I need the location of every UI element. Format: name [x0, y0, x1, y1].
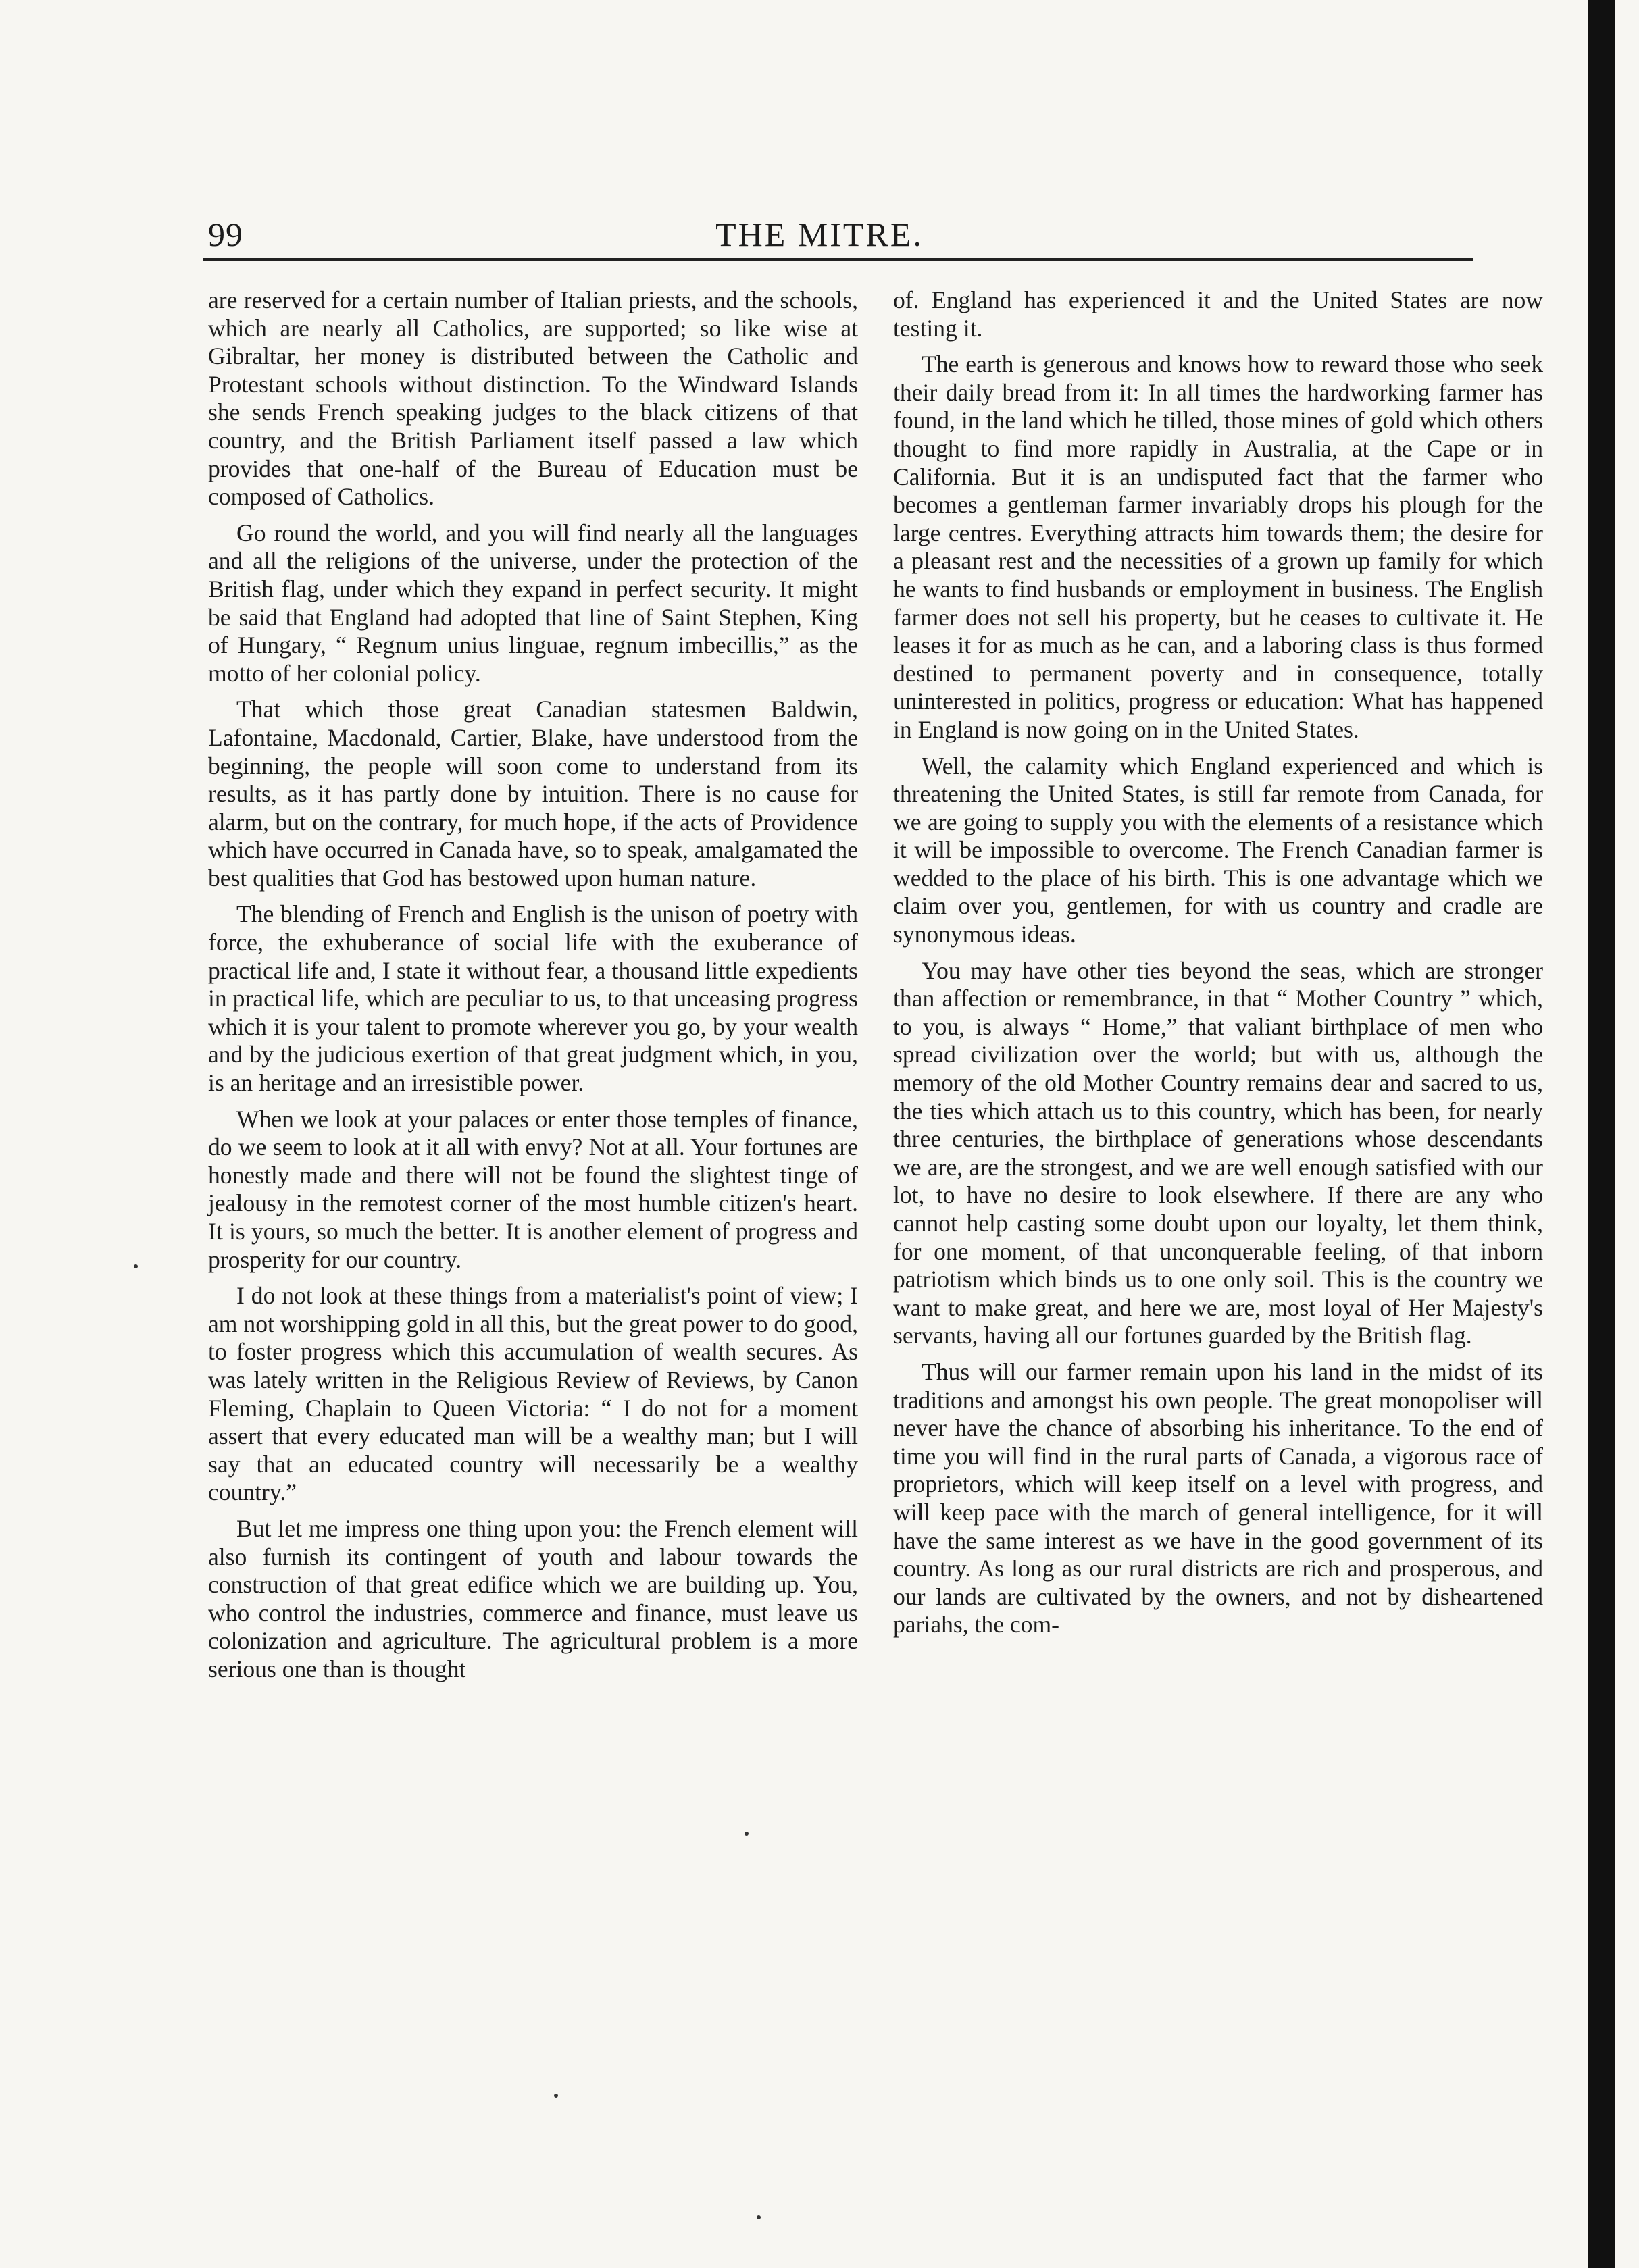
- paragraph: That which those great Canadian statesmen Baldwin, Lafontaine, Macdonald, Cartier, Blake, have understood from the beginning, the people will soon come to understand from its results, as it has partly done by intuition. There is no cause for alarm, but on the contrary, for much hope, if the acts of Providence which have occurred in Canada have, so to speak, amalgamated the best qualities that God has bestowed upon human nature.: [208, 696, 858, 892]
- paragraph: The blending of French and English is the unison of poetry with force, the exhuberance of social life with the exuberance of practical life and, I state it without fear, a thousand little expedients in practical life, which are peculiar to us, to that unceasing progress which it is your talent to promote wherever you go, by your wealth and by the judicious exertion of that great judgment which, in you, is an heritage and an irresistible power.: [208, 900, 858, 1097]
- scan-edge-bar: [1588, 0, 1615, 2268]
- paragraph: When we look at your palaces or enter those temples of finance, do we seem to look at it all with envy? Not at all. Your fortunes are honestly made and there will not be found the slightest tinge of jealousy in the remotest corner of the most humble citizen's heart. It is yours, so much the better. It is another element of progress and prosperity for our country.: [208, 1105, 858, 1273]
- right-column: [893, 286, 1543, 1647]
- left-column: [208, 286, 858, 1692]
- paragraph: Well, the calamity which England experienced and which is threatening the United States, is still far remote from Canada, for we are going to supply you with the elements of a resistance which it will be impossible to overcome. The French Canadian farmer is wedded to the place of his birth. This is one advantage which we claim over you, gentlemen, for with us country and cradle are synonymous ideas.: [893, 752, 1543, 948]
- header-rule: [203, 258, 1473, 261]
- paragraph: of. England has experienced it and the United States are now testing it.: [893, 286, 1543, 342]
- paragraph: You may have other ties beyond the seas, which are stronger than affection or remembrance, in that “ Mother Country ” which, to you, is always “ Home,” that valiant birthplace of men who spread civilization over the world; but with us, although the memory of the old Mother Country remains dear and sacred to us, the ties which attach us to this country, which has been, for nearly three centuries, the birthplace of generations whose descendants we are, are the strongest, and we are well enough satisfied with our lot, to have no desire to look elsewhere. If there are any who cannot help casting some doubt upon our loyalty, let them think, for one moment, of that unconquerable feeling, of that inborn patriotism which binds us to one only soil. This is the country we want to make great, and here we are, most loyal of Her Majesty's servants, having all our fortunes guarded by the British flag.: [893, 956, 1543, 1349]
- page-number: 99: [208, 215, 243, 253]
- paragraph: But let me impress one thing upon you: the French element will also furnish its contingent of youth and labour towards the construction of that great edifice which we are building up. You, who control the industries, commerce and finance, must leave us colonization and agriculture. The agricultural problem is a more serious one than is thought: [208, 1514, 858, 1682]
- running-title: THE MITRE.: [715, 215, 924, 253]
- paragraph: Thus will our farmer remain upon his land in the midst of its traditions and amongst his own people. The great monopoliser will never have the chance of absorbing his inheritance. To the end of time you will find in the rural parts of Canada, a vigorous race of proprietors, which will keep itself on a level with progress, and will keep pace with the march of general intelligence, for it will have the same interest as we have in the good government of its country. As long as our rural districts are rich and prosperous, and our lands are cultivated by the owners, and not by disheartened pariahs, the com-: [893, 1358, 1543, 1639]
- scan-speck: [134, 1264, 138, 1268]
- paragraph: are reserved for a certain number of Italian priests, and the schools, which are nearly all Catholics, are supported; so like wise at Gibraltar, her money is distributed between the Catholic and Protestant schools without distinction. To the Windward Islands she sends French speaking judges to the black citizens of that country, and the British Parliament itself passed a law which provides that one-half of the Bureau of Education must be composed of Catholics.: [208, 286, 858, 511]
- scan-speck: [554, 2094, 558, 2098]
- paragraph: Go round the world, and you will find nearly all the languages and all the religions of the universe, under the protection of the British flag, under which they expand in perfect security. It might be said that England had adopted that line of Saint Stephen, King of Hungary, “ Regnum unius linguae, regnum imbecillis,” as the motto of her colonial policy.: [208, 519, 858, 687]
- scan-speck: [745, 1832, 749, 1836]
- scan-speck: [757, 2215, 761, 2219]
- paragraph: The earth is generous and knows how to reward those who seek their daily bread from it: In all times the hardworking farmer has found, in the land which he tilled, those mines of gold which others thought to find more rapidly in Australia, at the Cape or in California. But it is an undisputed fact that the farmer who becomes a gentleman farmer invariably drops his plough for the large centres. Everything attracts him towards them; the desire for a pleasant rest and the necessities of a grown up family for which he wants to find husbands or employment in business. The English farmer does not sell his property, but he ceases to cultivate it. He leases it for as much as he can, and a laboring class is thus formed destined to permanent poverty and in consequence, totally uninterested in politics, progress or education: What has happened in England is now going on in the United States.: [893, 351, 1543, 743]
- paragraph: I do not look at these things from a materialist's point of view; I am not worshipping gold in all this, but the great power to do good, to foster progress which this accumulation of wealth secures. As was lately written in the Religious Review of Reviews, by Canon Fleming, Chaplain to Queen Victoria: “ I do not for a moment assert that every educated man will be a wealthy man; but I will say that an educated country will necessarily be a wealthy country.”: [208, 1282, 858, 1506]
